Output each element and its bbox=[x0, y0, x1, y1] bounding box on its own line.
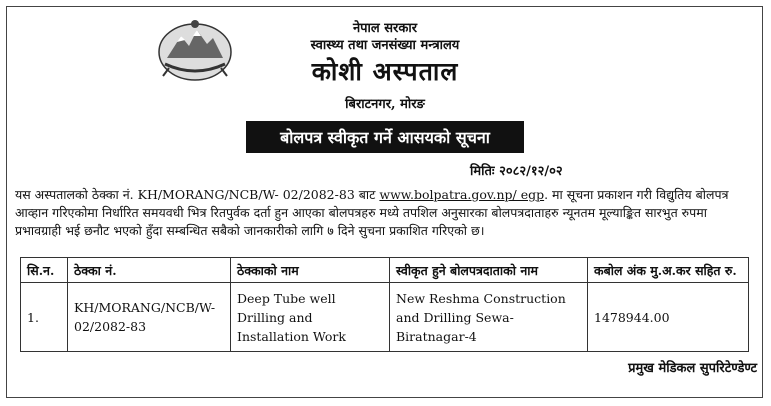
col-header-contract-no: ठेक्का नं. bbox=[68, 258, 231, 283]
hospital-name: कोशी अस्पताल bbox=[311, 57, 459, 86]
cell-serial: 1. bbox=[21, 283, 68, 352]
col-header-contract-name: ठेक्काको नाम bbox=[231, 258, 390, 283]
col-header-serial: सि.न. bbox=[21, 258, 68, 283]
ministry-title: स्वास्थ्य तथा जनसंख्या मन्त्रालय bbox=[310, 38, 460, 53]
table-header-row bbox=[21, 258, 749, 283]
cell-bid-amount: 1478944.00 bbox=[588, 283, 749, 352]
signer-title: प्रमुख मेडिकल सुपरिटेण्डेण्ट bbox=[628, 361, 757, 376]
notice-body-text-1: यस अस्पतालको ठेक्का नं. KH/MORANG/NCB/W- 02/2082-83 बाट bbox=[15, 187, 380, 202]
hospital-location: बिराटनगर, मोरङ bbox=[345, 97, 425, 112]
cell-bidder-name: New Reshma Construction and Drilling Sewa- Biratnagar-4 bbox=[390, 283, 588, 352]
col-header-bidder-name: स्वीकृत हुने बोलपत्रदाताको नाम bbox=[390, 258, 588, 283]
notice-title-banner: बोलपत्र स्वीकृत गर्ने आसयको सूचना bbox=[246, 121, 524, 153]
bolpatra-link[interactable]: www.bolpatra.gov.np/ egp bbox=[379, 187, 545, 202]
cell-contract-name: Deep Tube well Drilling and Installation Work bbox=[231, 283, 390, 352]
notice-date: मितिः २०८२/१२/०२ bbox=[470, 164, 563, 179]
notice-body-text-2: . मा सूचना प्रकाशन गरी विद्युतिय बोलपत्र आव्हान गरिएकोमा निर्धारित समयवधी भित्र रितपुर्वक दर्ता हुन आएका बोलपत्रहरु मध्ये तपशिल अनुसारका बोलपत्रदाताहरु न्यूनतम मूल्याङ्कित सारभुत रुपमा प्रभावग्राही भई छनौट भएको हुँदा सम्बन्धित सबैको जानकारीको लागि ७ दिने सुचना प्रकाशित गरिएको छ। bbox=[15, 187, 729, 238]
cell-contract-no: KH/MORANG/NCB/W- 02/2082-83 bbox=[68, 283, 231, 352]
tender-table bbox=[20, 257, 749, 352]
government-emblem-icon bbox=[155, 18, 235, 82]
government-title: नेपाल सरकार bbox=[352, 21, 418, 36]
notice-body bbox=[15, 186, 757, 240]
table-row bbox=[21, 283, 749, 352]
col-header-bid-amount: कबोल अंक मु.अ.कर सहित रु. bbox=[588, 258, 749, 283]
